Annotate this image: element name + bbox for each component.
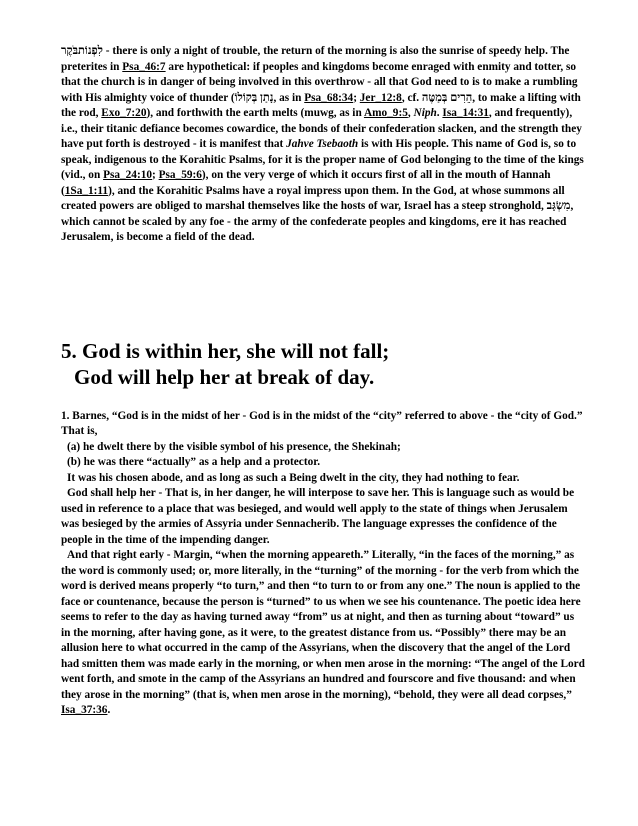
scripture-link[interactable]: Psa_68:34 <box>304 91 354 104</box>
text-run: ), and forthwith the earth melts (muwg, as in <box>146 107 364 119</box>
text-run: . <box>436 107 443 119</box>
scripture-link[interactable]: Isa_37:36 <box>61 704 108 716</box>
scripture-link[interactable]: Psa_46:7 <box>122 60 166 73</box>
verse-heading <box>61 338 586 390</box>
text-run: , cf. <box>401 91 422 104</box>
barnes-commentary <box>61 409 586 719</box>
scripture-link[interactable]: Exo_7:20 <box>101 107 147 119</box>
hebrew-text: מִשְׂגָּב <box>546 200 571 212</box>
hebrew-text: לִפְנוֹתבֹּקֶר <box>61 45 103 57</box>
text-run: - there is only a night of trouble, the return of the morning is also the sunrise of speedy help. The preterites in <box>61 45 570 73</box>
scripture-link[interactable]: Jer_12:8 <box>359 91 402 104</box>
text-run: is with His people. This name of God is, so to speak, indigenous to the Korahitic Psalms, for it is the proper name of God belonging to the time of the kings (vid., on <box>61 138 584 181</box>
scripture-link[interactable]: Psa_59:6 <box>158 169 202 181</box>
text-run: , and frequently), i.e., their titanic defiance becomes cowardice, the bonds of their confederation slacken, and the strength they have put forth is destroyed - it is manifest that <box>61 107 582 150</box>
barnes-paragraph <box>61 548 586 719</box>
text-run: , as in <box>273 91 305 104</box>
text-run: ), on the very verge of which it occurs first of all in the mouth of Hannah ( <box>61 169 551 197</box>
text-run: , <box>407 107 414 119</box>
italic-text: Jahve Tsebaoth <box>286 138 359 150</box>
verse-heading-line-2: God will help her at break of day. <box>74 364 375 389</box>
barnes-paragraph: It was his chosen abode, and as long as such a Being dwelt in the city, they had nothing to fear. <box>67 471 520 484</box>
commentary-paragraph <box>61 44 586 246</box>
italic-text: Niph <box>413 107 437 119</box>
text-run: are hypothetical: if peoples and kingdoms become enraged with enmity and totter, so that the church is in danger of being involved in this overthrow - all that God need to is to make a rumbling with His almighty voice of thunder ( <box>61 60 578 104</box>
text-run: , which cannot be scaled by any foe - the army of the confederate peoples and kingdoms, ere it has reached Jerusalem, is become a field of the dead. <box>61 200 574 243</box>
hebrew-text: הֵרִים בְּמַטֶּה <box>421 91 473 104</box>
text-run: And that right early - Margin, “when the morning appeareth.” Literally, “in the faces of the morning,” as the word is commonly used; or, more literally, in the “turning” of the morning - for the verb from which the word is derived means properly “to turn,” and then “to turn to or from any one.” The noun is applied to the face or countenance, because the person is “turned” to us when we see his countenance. The poetic idea here seems to refer to the day as having turned away “from” us at night, and then as turning about “toward” us in the morning, after having gone, as it were, to the greatest distance from us. “Possibly” there may be an allusion here to what occurred in the camp of the Assyrians, when the discovery that the angel of the Lord had smitten them was made early in the morning, or when men arose in the morning: “The angel of the Lord went forth, and smote in the camp of the Assyrians an hundred and fourscore and five thousand: and when they arose in the morning” (that is, when men arose in the morning), “behold, they were all dead corpses,” <box>61 549 585 701</box>
scripture-link[interactable]: Isa_14:31 <box>442 107 489 119</box>
text-run: . <box>107 704 111 716</box>
text-run: , to make a lifting with the rod, <box>61 91 581 119</box>
barnes-point-a: (a) he dwelt there by the visible symbol of his presence, the Shekinah; <box>67 440 401 453</box>
text-run: ; <box>353 91 360 104</box>
verse-heading-line-1: 5. God is within her, she will not fall; <box>61 338 390 363</box>
scripture-link[interactable]: Psa_24:10 <box>103 169 153 181</box>
barnes-point-b: (b) he was there “actually” as a help and a protector. <box>67 456 321 468</box>
scripture-link[interactable]: 1Sa_1:11 <box>64 184 109 197</box>
scripture-link[interactable]: Amo_9:5 <box>363 107 408 119</box>
text-run: ; <box>152 169 159 181</box>
barnes-intro: 1. Barnes, “God is in the midst of her - God is in the midst of the “city” referred to above - the “city of God.” That is, <box>61 409 583 437</box>
text-run: ), and the Korahitic Psalms have a royal impress upon them. In the God, at whose summons all created powers are obliged to marshal themselves like the hosts of war, Israel has a steep stronghold, <box>61 184 565 212</box>
hebrew-text: נָתַן בְּקוֹלוֹ <box>234 91 274 104</box>
barnes-paragraph: God shall help her - That is, in her danger, he will interpose to save her. This is language such as would be used in reference to a place that was besieged, and would well apply to the state of things when Jerusalem was besieged by the armies of Assyria under Sennacherib. The language expresses the confidence of the people in the time of the impending danger. <box>61 487 575 546</box>
